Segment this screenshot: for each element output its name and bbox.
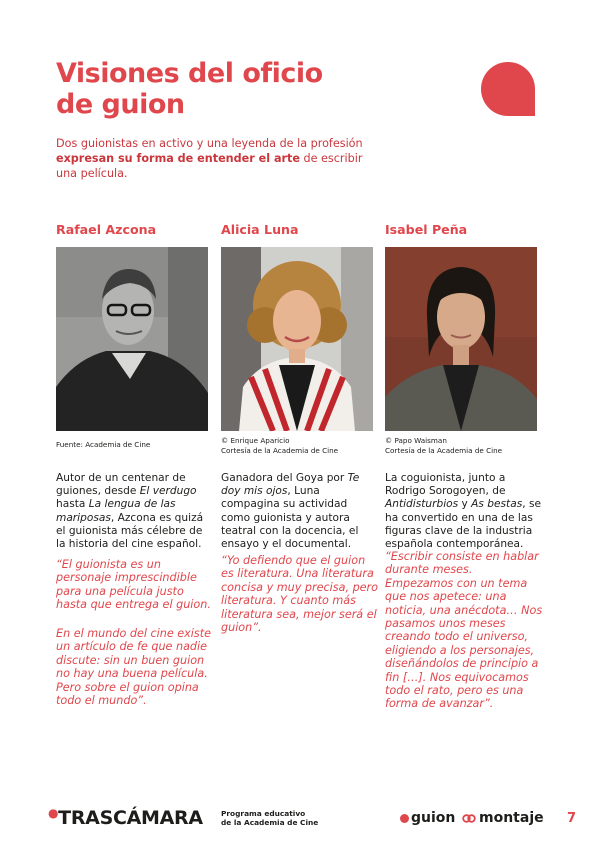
- page-number: 7: [567, 811, 577, 826]
- column-isabel-pena: [385, 222, 543, 711]
- portrait-photo-pena: [385, 247, 537, 431]
- bio-title: Te doy mis ojos: [221, 472, 360, 498]
- person-name: Alicia Luna: [221, 222, 299, 237]
- montaje-label: montaje: [479, 810, 544, 826]
- tagline-line-1: Programa educativo: [221, 809, 306, 818]
- intro-paragraph: [56, 136, 366, 181]
- bio-title: La lengua de las mariposas: [56, 498, 176, 524]
- bio-title: Antidisturbios: [385, 498, 459, 511]
- portrait-photo-luna: [221, 247, 373, 431]
- credit-line-1: Fuente: Academia de Cine: [56, 440, 151, 449]
- credit-line-2: Cortesía de la Academia de Cine: [385, 446, 503, 455]
- quote-1: “Escribir consiste en hablar durante meses. Empezamos con un tema que nos apetece: una noticia, una anécdota… Nos pasamos unos meses creando todo el universo, eligiendo a los personajes, diseñándolos de principio a fin […]. Nos equivocamos todo el rato, pero es una forma de avanzar”.: [385, 550, 543, 711]
- bio-part: Ganadora del Goya por: [221, 472, 348, 484]
- guion-dot-icon: [400, 814, 409, 823]
- bio-part: La coguionista, junto a Rodrigo Sorogoyen, de: [385, 472, 506, 498]
- logo-dot-icon: ●: [48, 806, 59, 820]
- bio-part: Autor de un centenar de guiones, desde: [56, 472, 186, 498]
- intro-text-2: de escribir una película.: [56, 152, 363, 180]
- photo-credit: [221, 436, 381, 456]
- bio-part: , Luna compagina su actividad como guionista y autora teatral con la docencia, el ensayo y el documental.: [221, 485, 359, 551]
- bio-part: hasta: [56, 498, 89, 511]
- title-line-2: de guion: [56, 89, 185, 120]
- title-line-1: Visiones del oficio: [56, 58, 323, 89]
- guion-brand: [400, 810, 455, 826]
- photo-credit: [56, 440, 216, 450]
- bio-part: , se ha convertido en una de las figuras clave de la industria española contemporánea.: [385, 498, 541, 551]
- trascamara-logo: [48, 806, 203, 829]
- montaje-brand: [462, 810, 544, 826]
- page-title: [56, 58, 386, 120]
- column-alicia-luna: [221, 222, 378, 635]
- guion-label: guion: [411, 810, 456, 826]
- portrait-photo-azcona: [56, 247, 208, 431]
- bio-text: [221, 472, 379, 551]
- quote-1: “Yo defiendo que el guion es literatura. Una literatura concisa y muy precisa, pero literatura. Y cuanto más literatura sea, mejor será el guion”.: [221, 554, 378, 635]
- logo-text: TRASCÁMARA: [58, 807, 203, 829]
- person-name: Isabel Peña: [385, 222, 468, 237]
- bio-text: [385, 472, 543, 551]
- credit-line-1: © Papo Waisman: [385, 436, 447, 445]
- bio-part: , Azcona es quizá el guionista más célebre de la historia del cine español.: [56, 511, 204, 551]
- credit-line-1: © Enrique Aparicio: [221, 436, 290, 445]
- person-name: Rafael Azcona: [56, 222, 157, 237]
- bio-part: y: [458, 498, 472, 511]
- credit-line-2: Cortesía de la Academia de Cine: [221, 446, 339, 455]
- intro-text-bold: expresan su forma de entender el arte: [56, 152, 300, 165]
- decorative-drop-shape: [481, 62, 535, 116]
- montaje-rings-icon: [462, 814, 476, 823]
- bio-text: [56, 472, 214, 551]
- intro-text-1: Dos guionistas en activo y una leyenda de la profesión: [56, 137, 363, 150]
- quote-2: En el mundo del cine existe un artículo de fe que nadie discute: sin un buen guion no hay una buena película. Pero sobre el guion opina todo el mundo”.: [56, 627, 211, 708]
- column-rafael-azcona: [56, 222, 212, 708]
- tagline-line-2: de la Academia de Cine: [221, 818, 319, 827]
- bio-title: El verdugo: [139, 485, 197, 498]
- quote-1: “El guionista es un personaje imprescindible para una película justo hasta que entrega el guion.: [56, 558, 211, 612]
- photo-credit: [385, 436, 545, 456]
- bio-title: As bestas: [471, 498, 523, 511]
- footer-tagline: [221, 809, 341, 827]
